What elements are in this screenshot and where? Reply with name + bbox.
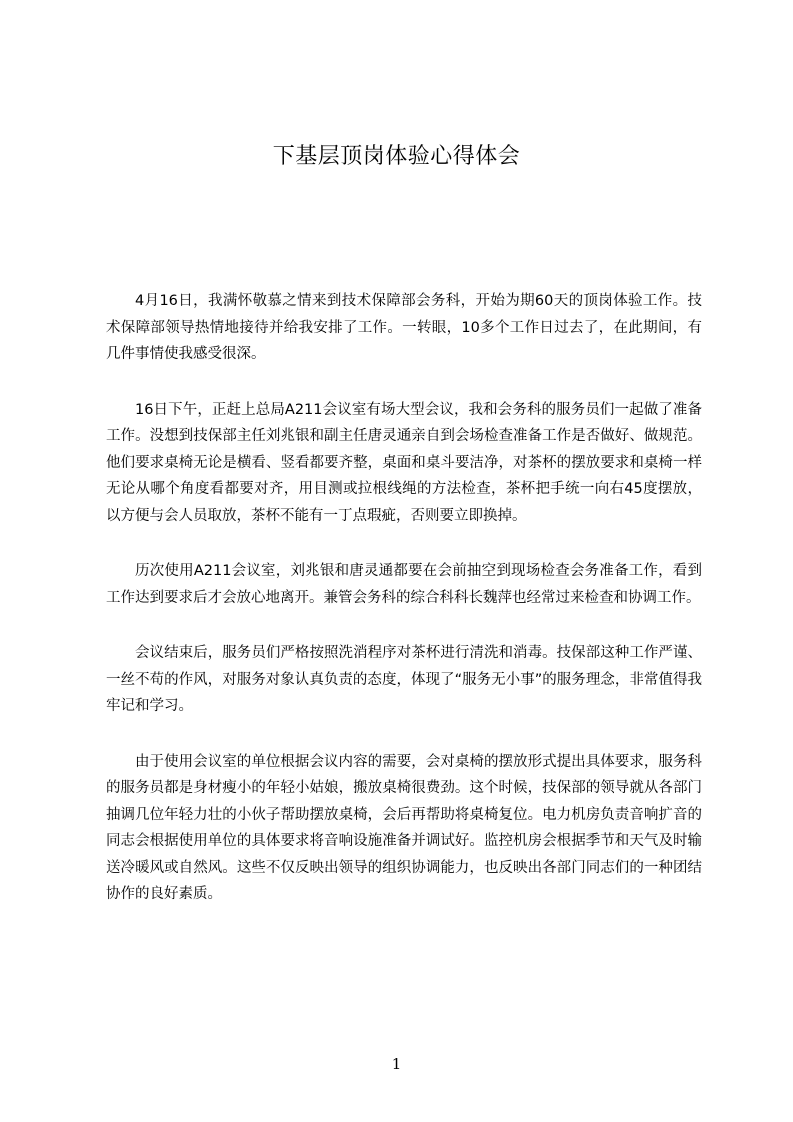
paragraph-4: 会议结束后，服务员们严格按照洗消程序对茶杯进行清洗和消毒。技保部这种工作严谨、一丝不苟的作风，对服务对象认真负责的态度，体现了“服务无小事”的服务理念，非常值得我牢记和学习。 (106, 645, 702, 714)
paragraph-1: 4月16日，我满怀敬慕之情来到技术保障部会务科，开始为期60天的顶岗体验工作。技术保障部领导热情地接待并给我安排了工作。一转眼，10多个工作日过去了，在此期间，有几件事情使我感受很深。 (106, 293, 702, 362)
paragraph-3: 历次使用A211会议室，刘兆银和唐灵通都要在会前抽空到现场检查会务准备工作，看到工作达到要求后才会放心地离开。兼管会务科的综合科科长魏萍也经常过来检查和协调工作。 (106, 563, 702, 606)
document-title: 下基层顶岗体验心得体会 (272, 144, 521, 169)
paragraph-2: 16日下午，正赶上总局A211会议室有场大型会议，我和会务科的服务员们一起做了准备工作。没想到技保部主任刘兆银和副主任唐灵通亲自到会场检查准备工作是否做好、做规范。他们要求桌椅无论是横看、竖看都要齐整，桌面和桌斗要洁净，对茶杯的摆放要求和桌椅一样无论从哪个角度看都要对齐，用目测或拉根线绳的方法检查，茶杯把手统一向右45度摆放，以方便与会人员取放，茶杯不能有一丁点瑕疵，否则要立即换掉。 (106, 401, 702, 524)
document-body (106, 288, 702, 937)
paragraph-5: 由于使用会议室的单位根据会议内容的需要，会对桌椅的摆放形式提出具体要求，服务科的服务员都是身材瘦小的年轻小姑娘，搬放桌椅很费劲。这个时候，技保部的领导就从各部门抽调几位年轻力壮的小伙子帮助摆放桌椅，会后再帮助将桌椅复位。电力机房负责音响扩音的同志会根据使用单位的具体要求将音响设施准备并调试好。监控机房会根据季节和天气及时输送冷暖风或自然风。这些不仅反映出领导的组织协调能力，也反映出各部门同志们的一种团结协作的良好素质。 (106, 753, 702, 902)
page-number: 1 (391, 1055, 402, 1073)
